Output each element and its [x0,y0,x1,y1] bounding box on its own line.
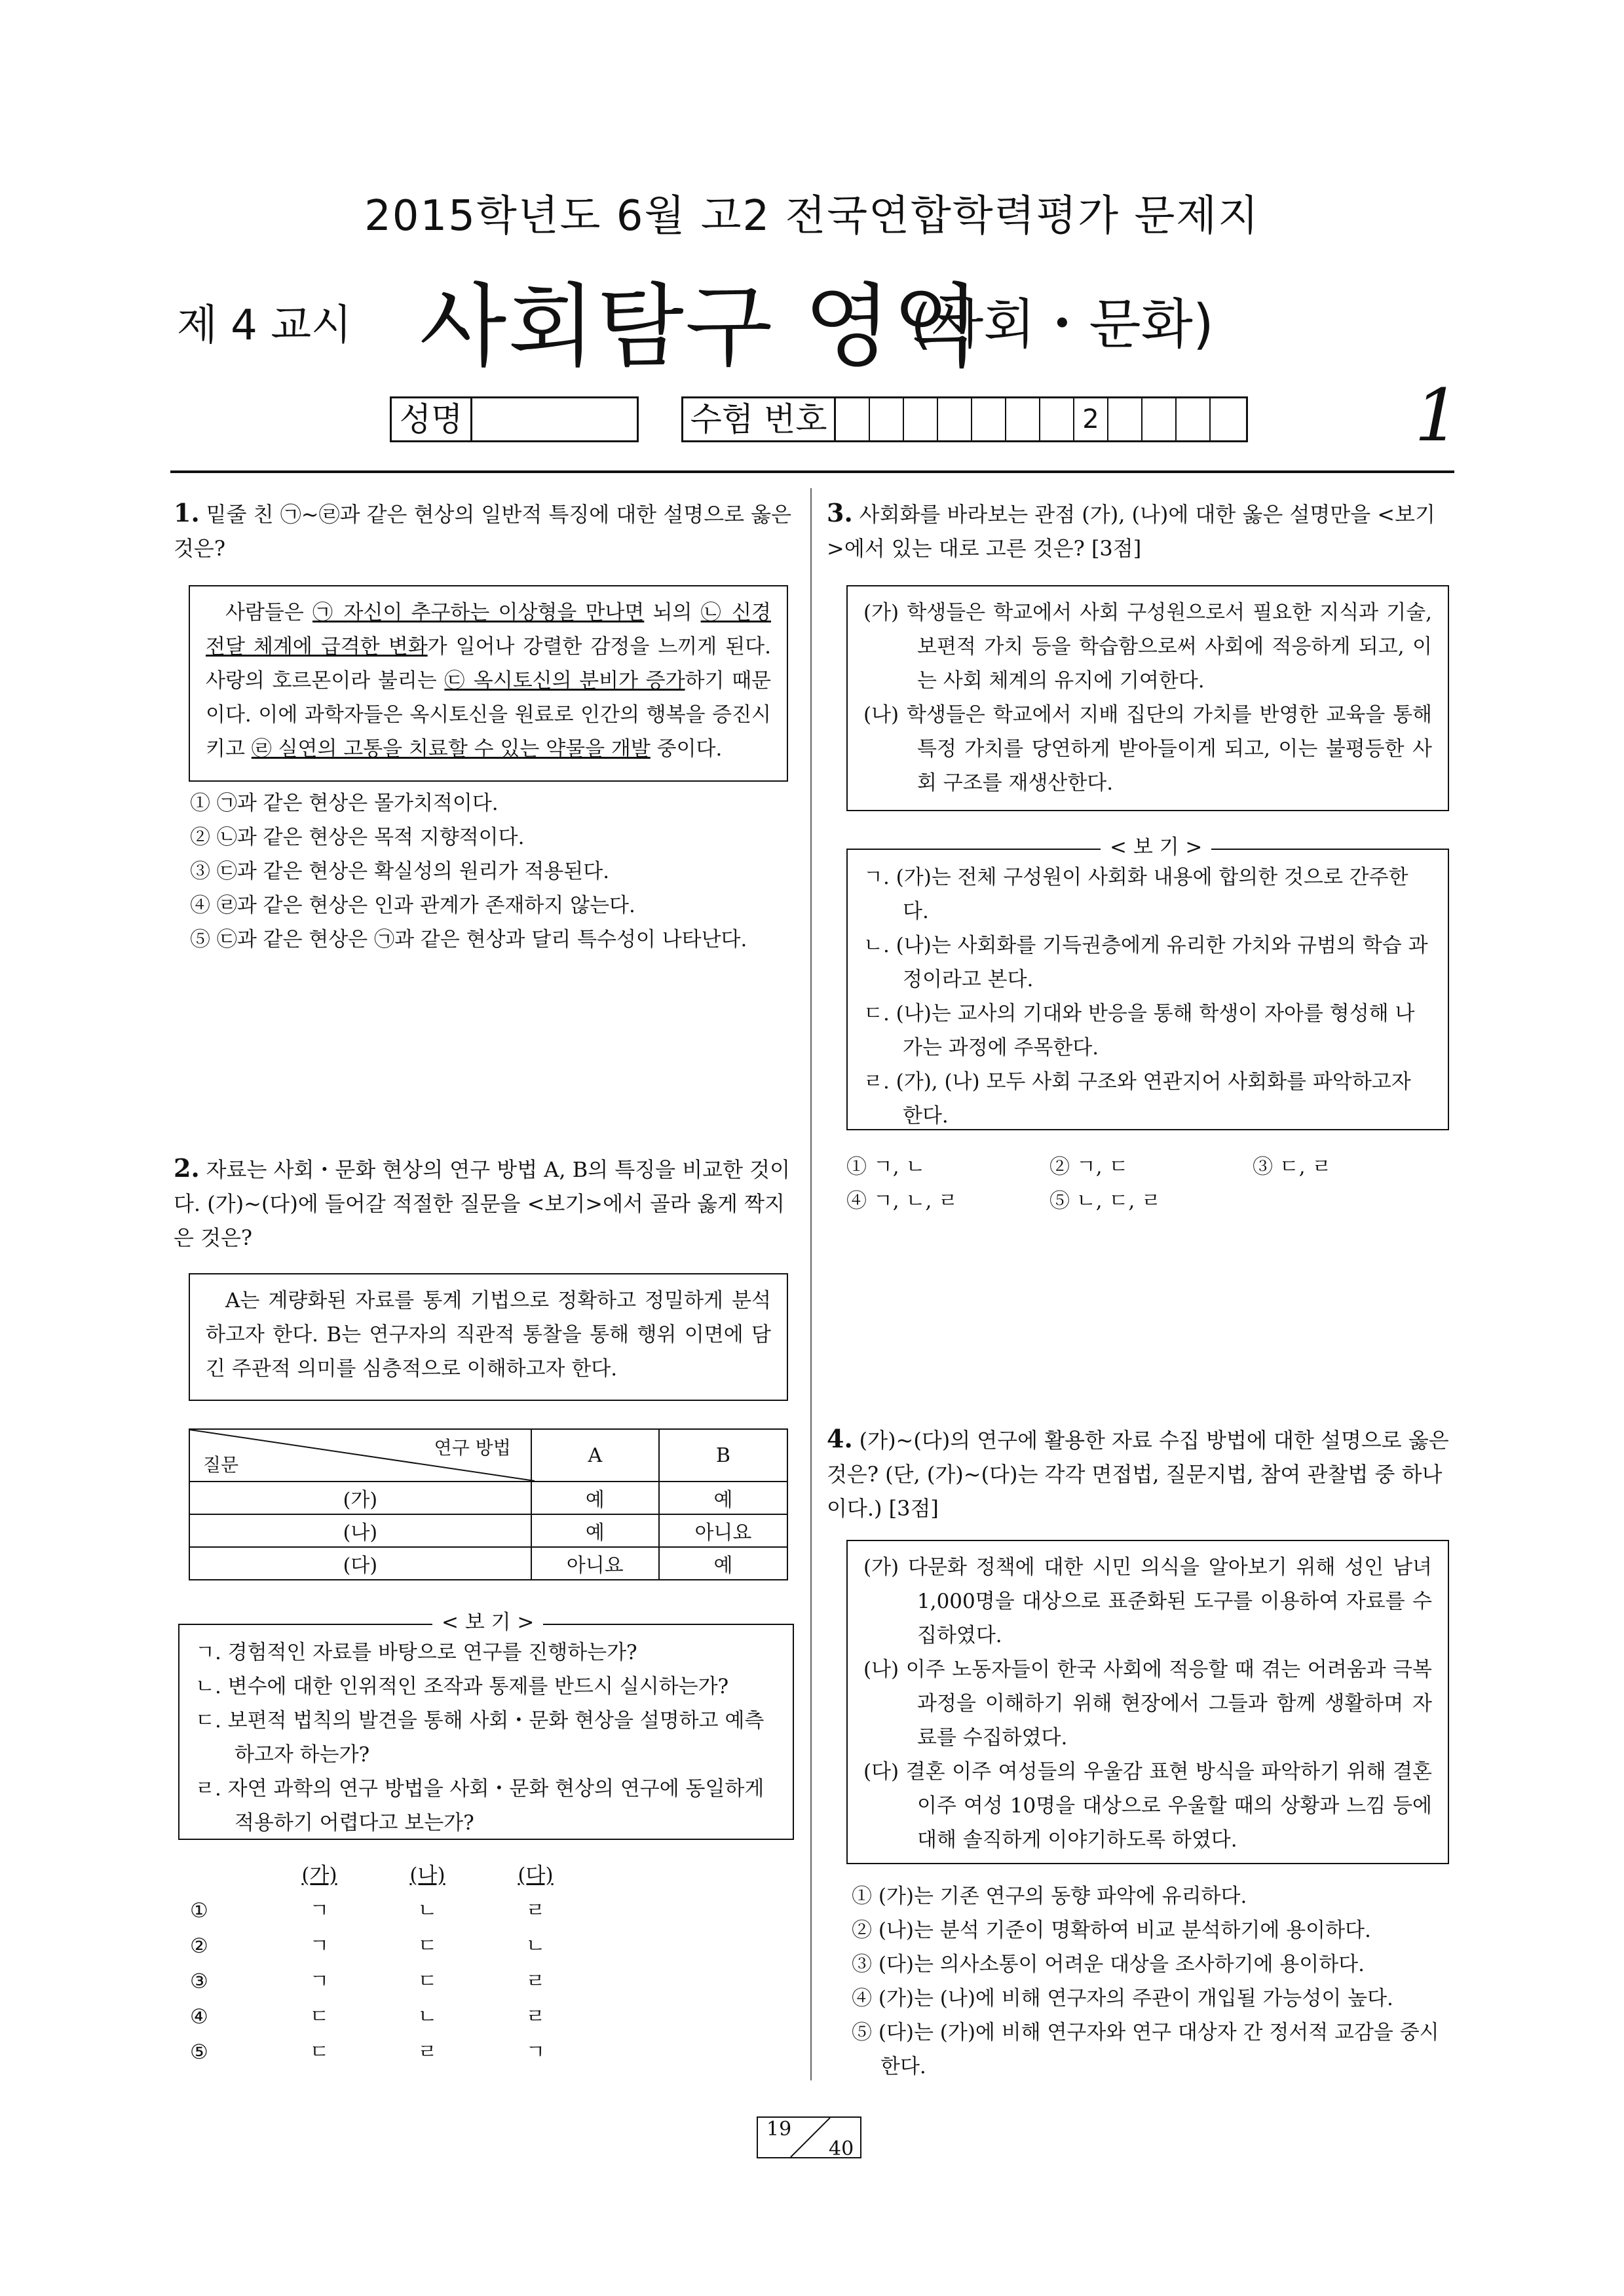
underlined-text: ㉣ 실연의 고통을 치료할 수 있는 약물을 개발 [251,737,651,761]
choice-item[interactable]: ① ㉠과 같은 현상은 몰가치적이다. [190,792,499,815]
corner-top-label: 연구 방법 [434,1437,511,1459]
question-2-answers [190,1858,616,2070]
header-rule [170,470,1454,473]
exam-number-label: 수험 번호 [683,398,836,440]
exam-number-digit[interactable] [938,398,972,440]
choice-item[interactable]: ③ (다)는 의사소통이 어려운 대상을 조사하기에 용이하다. [852,1953,1365,1976]
choice-item[interactable]: ② (나)는 분석 기준이 명확하여 비교 분석하기에 용이하다. [852,1919,1371,1942]
answer-number: ① [190,1899,208,1923]
answer-cell: ㄷ [309,2040,330,2064]
answer-cell: ㄱ [309,1970,330,1993]
name-input-area[interactable] [472,398,637,440]
question-text: 자료는 사회・문화 현상의 연구 방법 A, B의 특징을 비교한 것이다. (가)~(다)에 들어갈 적절한 질문을 <보기>에서 골라 옳게 짝지은 것은? [174,1157,790,1250]
answer-row[interactable] [190,1999,616,2035]
passage-item: (나) 이주 노동자들이 한국 사회에 적응할 때 겪는 어려움과 극복 과정을 이해하기 위해 현장에서 그들과 함께 생활하며 자료를 수집하였다. [863,1658,1432,1750]
answer-number: ⑤ [190,2040,208,2064]
exam-title: 2015학년도 6월 고2 전국연합학력평가 문제지 [364,192,1260,240]
answer-cell: ㄹ [525,2005,546,2029]
underlined-text: ㉢ 옥시토신의 분비가 증가 [444,669,685,693]
answer-cell: ㄷ [417,1934,438,1958]
answer-row[interactable] [190,1964,616,1999]
answer-cell: ㄷ [309,2005,330,2029]
question-3-bogi-title: < 보 기 > [1101,835,1211,859]
exam-number-digit[interactable] [870,398,904,440]
bogi-item: ㄷ. 보편적 법칙의 발견을 통해 사회・문화 현상을 설명하고 예측하고자 하는가? [195,1709,765,1767]
exam-number-digit[interactable] [836,398,870,440]
question-number: 1. [174,498,200,527]
choice-item[interactable]: ⑤ (다)는 (가)에 비해 연구자와 연구 대상자 간 정서적 교감을 중시한다. [852,2021,1439,2078]
page-counter-current: 19 [766,2118,792,2141]
answer-header: (나) [409,1864,445,1887]
question-1-choices [190,786,793,957]
choice-item[interactable]: ⑤ ㄴ, ㄷ, ㄹ [1049,1189,1161,1213]
bogi-item: ㄹ. (가), (나) 모두 사회 구조와 연관지어 사회화를 파악하고자 한다. [863,1070,1411,1128]
question-number: 2. [174,1153,200,1183]
question-2-table [189,1428,788,1580]
answer-row[interactable] [190,2035,616,2070]
underlined-text: ㉡ 신경 전달 체계에 급격한 변화 [206,601,771,659]
question-3-stem [827,496,1452,565]
question-2-bogi-box [178,1624,794,1840]
bogi-item: ㄴ. 변수에 대한 인위적인 조작과 통제를 반드시 실시하는가? [195,1675,729,1698]
answer-header-row [190,1858,616,1893]
choice-item[interactable]: ③ ㄷ, ㄹ [1253,1155,1332,1179]
question-number: 3. [827,498,853,527]
question-text: 사회화를 바라보는 관점 (가), (나)에 대한 옳은 설명만을 <보기>에서 있는 대로 고른 것은? [3점] [827,502,1435,561]
table-cell: 예 [659,1547,787,1580]
question-2-table-wrap [189,1428,788,1579]
table-header-a: A [531,1429,659,1482]
table-cell: 아니요 [531,1547,659,1580]
answer-number: ③ [190,1970,208,1993]
answer-cell: ㄴ [525,1934,546,1958]
choice-item[interactable]: ① ㄱ, ㄴ [846,1155,926,1179]
passage-item: (가) 학생들은 학교에서 사회 구성원으로서 필요한 지식과 기술, 보편적 가치 등을 학습함으로써 사회에 적응하게 되고, 이는 사회 체계의 유지에 기여한다. [863,601,1432,693]
passage-item: (가) 다문화 정책에 대한 시민 의식을 알아보기 위해 성인 남녀 1,000명을 대상으로 표준화된 도구를 이용하여 자료를 수집하였다. [863,1556,1432,1647]
answer-cell: ㄹ [417,2040,438,2064]
exam-number-digit[interactable] [972,398,1006,440]
question-1-passage [189,585,788,782]
answer-cell: ㄷ [417,1970,438,1993]
answer-cell: ㄱ [309,1899,330,1923]
exam-number-digit[interactable] [1040,398,1074,440]
passage-text: 하기 때문이다. 이에 과학자들은 옥시토신을 원료로 인간의 행복을 증진시키고 [206,669,771,761]
choice-item[interactable]: ⑤ ㉢과 같은 현상은 ㉠과 같은 현상과 달리 특수성이 나타난다. [190,928,747,951]
choice-item[interactable]: ④ ㄱ, ㄴ, ㄹ [846,1189,958,1213]
answer-cell: ㄴ [417,2005,438,2029]
page-number: 1 [1414,373,1460,457]
answer-number: ④ [190,2005,208,2029]
table-corner-cell [189,1429,531,1482]
choice-item[interactable]: ④ (가)는 (나)에 비해 연구자의 주관이 개입될 가능성이 높다. [852,1987,1393,2010]
table-row [189,1514,787,1547]
subject-title: 사회탐구 영역 [419,274,981,379]
bogi-item: ㄱ. 경험적인 자료를 바탕으로 연구를 진행하는가? [195,1641,637,1664]
table-cell: 예 [531,1482,659,1514]
question-3-bogi-box [846,849,1449,1130]
choice-item[interactable]: ③ ㉢과 같은 현상은 확실성의 원리가 적용된다. [190,860,610,883]
passage-text: 가 일어나 강렬한 감정을 느끼게 된다. 사랑의 호르몬이라 불리는 [206,635,771,693]
exam-number-field[interactable] [681,396,1248,442]
question-2-stem [174,1151,799,1255]
answer-cell: ㄱ [309,1934,330,1958]
passage-text: 사람들은 [225,601,312,624]
page-counter-total: 40 [829,2137,854,2160]
exam-number-digit[interactable] [1006,398,1040,440]
question-text: (가)~(다)의 연구에 활용한 자료 수집 방법에 대한 설명으로 옳은 것은? (단, (가)~(다)는 각각 면접법, 질문지법, 참여 관찰법 중 하나이다.) [3점] [827,1428,1449,1521]
answer-cell: ㄹ [525,1970,546,1993]
choice-item[interactable]: ② ㉡과 같은 현상은 목적 지향적이다. [190,826,525,849]
question-2-bogi-title: < 보 기 > [432,1611,543,1634]
exam-number-digit[interactable] [904,398,938,440]
name-field[interactable] [390,396,639,442]
answer-header: (다) [518,1864,554,1887]
table-cell: (나) [189,1514,531,1547]
passage-text: 뇌의 [644,601,701,624]
choice-item[interactable]: ① (가)는 기존 연구의 동향 파악에 유리하다. [852,1885,1247,1908]
table-cell: 아니요 [659,1514,787,1547]
question-2-passage: A는 계량화된 자료를 통계 기법으로 정확하고 정밀하게 분석하고자 한다. B는 연구자의 직관적 통찰을 통해 행위 이면에 담긴 주관적 의미를 심층적으로 이해하고자 한다. [189,1273,788,1401]
question-number: 4. [827,1424,853,1453]
name-label: 성명 [392,398,472,440]
answer-cell: ㄹ [525,1899,546,1923]
choice-item[interactable]: ② ㄱ, ㄷ [1049,1155,1129,1179]
table-cell: (다) [189,1547,531,1580]
choice-item[interactable]: ④ ㉣과 같은 현상은 인과 관계가 존재하지 않는다. [190,894,635,917]
table-header-b: B [659,1429,787,1482]
exam-number-digit[interactable] [1211,398,1245,440]
question-1-stem [174,496,799,565]
answer-cell: ㄱ [525,2040,546,2064]
table-cell: (가) [189,1482,531,1514]
answer-row[interactable] [190,1928,616,1964]
question-4-stem [827,1422,1452,1525]
table-cell: 예 [659,1482,787,1514]
answer-row[interactable] [190,1893,616,1928]
table-row [189,1482,787,1514]
table-row [189,1547,787,1580]
exam-number-digit[interactable] [1108,398,1142,440]
bogi-item: ㄱ. (가)는 전체 구성원이 사회화 내용에 합의한 것으로 간주한다. [863,866,1408,923]
question-text: 밑줄 친 ㉠~㉣과 같은 현상의 일반적 특징에 대한 설명으로 옳은 것은? [174,502,792,561]
exam-number-digit[interactable] [1177,398,1211,440]
question-3-choices [846,1150,1449,1218]
column-divider [810,488,812,2080]
subject-subtitle: (사회・문화) [911,294,1214,356]
question-4-choices [852,1879,1454,2084]
answer-header: (가) [301,1864,337,1887]
underlined-text: ㉠ 자신이 추구하는 이상형을 만나면 [312,601,645,624]
passage-item: (나) 학생들은 학교에서 지배 집단의 가치를 반영한 교육을 통해 특정 가치를 당연하게 받아들이게 되고, 이는 불평등한 사회 구조를 재생산한다. [863,703,1432,795]
corner-bottom-label: 질문 [203,1454,239,1476]
bogi-item: ㄹ. 자연 과학의 연구 방법을 사회・문화 현상의 연구에 동일하게 적용하기 어렵다고 보는가? [195,1777,765,1835]
question-3-passage [846,585,1449,811]
passage-text: 중이다. [650,737,723,761]
answer-cell: ㄴ [417,1899,438,1923]
passage-item: (다) 결혼 이주 여성들의 우울감 표현 방식을 파악하기 위해 결혼 이주 여성 10명을 대상으로 우울할 때의 상황과 느낌 등에 대해 솔직하게 이야기하도록 하였다. [863,1760,1432,1852]
period-label: 제 4 교시 [177,301,352,350]
exam-number-digit[interactable]: 2 [1074,398,1108,440]
exam-number-digit[interactable] [1142,398,1177,440]
table-cell: 예 [531,1514,659,1547]
bogi-item: ㄴ. (나)는 사회화를 기득권층에게 유리한 가치와 규범의 학습 과정이라고 본다. [863,934,1428,991]
answer-number: ② [190,1934,208,1958]
bogi-item: ㄷ. (나)는 교사의 기대와 반응을 통해 학생이 자아를 형성해 나가는 과정에 주목한다. [863,1002,1415,1060]
question-4-passage [846,1540,1449,1864]
